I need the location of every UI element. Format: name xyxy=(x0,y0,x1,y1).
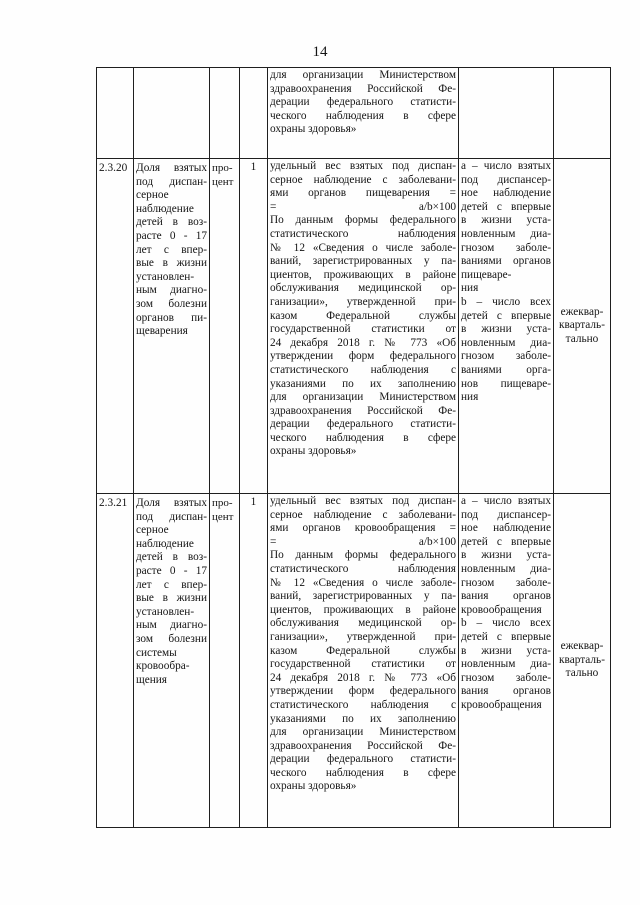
reporting-period-line: ежеквар- xyxy=(560,305,604,318)
indicator-name-line: детей в воз- xyxy=(136,216,207,229)
variables-description-line: ваниями органов xyxy=(461,255,551,268)
calculation-method-line: утверждении форм федерального xyxy=(270,350,456,363)
variables-description-line: новленным диа- xyxy=(461,336,551,349)
calculation-method-line: статистического наблюдения xyxy=(270,562,456,575)
variables-description-line: детей с впервые xyxy=(461,309,551,322)
variables-description-line: пищеваре- xyxy=(461,268,512,281)
calculation-method-line: циентов, проживающих в районе xyxy=(270,268,456,281)
indicator-name-line: наблюдение xyxy=(136,537,194,550)
indicator-name-line: Доля взятых xyxy=(136,497,207,509)
table-row xyxy=(97,159,611,494)
calculation-method-line: удельный вес взятых под диспан- xyxy=(270,495,456,507)
variables-description xyxy=(459,68,554,159)
variables-description-line: кровообращения xyxy=(461,603,542,616)
variables-description-line: вания органов xyxy=(461,590,551,603)
variables-description-line: a – число взятых xyxy=(461,495,551,507)
indicator-name xyxy=(134,68,210,159)
row-number xyxy=(97,68,134,159)
variables-description-line: ное наблюдение xyxy=(461,187,551,200)
target-value xyxy=(240,68,268,159)
unit-of-measure-line: про- xyxy=(212,497,233,509)
indicator-name-line: системы xyxy=(136,646,177,659)
calculation-method-line: дерации федерального статисти- xyxy=(270,96,456,109)
calculation-method-line: охраны здоровья» xyxy=(270,445,357,458)
calculation-method-line: дерации федерального статисти- xyxy=(270,753,456,766)
variables-description-line: новленным диа- xyxy=(461,227,551,240)
reporting-period xyxy=(554,68,611,159)
variables-description-line: гнозом заболе- xyxy=(461,241,551,254)
indicator-name-line: детей в воз- xyxy=(136,551,207,564)
unit-of-measure-line: цент xyxy=(212,175,234,188)
calculation-method-line: дерации федерального статисти- xyxy=(270,418,456,431)
indicator-name-line: лет с впер- xyxy=(136,578,207,591)
calculation-method-line: ваний, зарегистрированных у па- xyxy=(270,590,456,603)
variables-description-line: нов пищеваре- xyxy=(461,377,551,390)
calculation-method-line: ваний, зарегистрированных у па- xyxy=(270,255,456,268)
variables-description-line: гнозом заболе- xyxy=(461,350,551,363)
indicators-table xyxy=(96,67,611,828)
calculation-method-line: указаниями по их заполнению xyxy=(270,377,456,390)
variables-description-line: ния xyxy=(461,282,479,295)
indicator-name-line: вые в жизни xyxy=(136,257,207,270)
indicator-name-line: Доля взятых xyxy=(136,162,207,174)
variables-description-line: b – число всех xyxy=(461,295,551,308)
indicator-name xyxy=(134,494,210,828)
table-row xyxy=(97,68,611,159)
indicator-name-line: зом болезни xyxy=(136,297,207,310)
row-number: 2.3.21 xyxy=(97,494,134,828)
calculation-method-line: удельный вес взятых под диспан- xyxy=(270,160,456,172)
calculation-method-line: обслуживания медицинской ор- xyxy=(270,282,456,295)
calculation-method-line: государственной статистики от xyxy=(270,323,456,336)
variables-description-line: детей с впервые xyxy=(461,630,551,643)
row-number: 2.3.20 xyxy=(97,159,134,494)
indicator-name-line: установлен- xyxy=(136,270,195,283)
reporting-period-line: тально xyxy=(565,332,599,345)
calculation-method-line: казом Федеральной службы xyxy=(270,309,456,322)
unit-of-measure xyxy=(210,494,240,828)
variables-description-line: детей с впервые xyxy=(461,200,551,213)
calculation-method-line: ями органов кровообращения = xyxy=(270,522,456,535)
indicator-name-line: расте 0 - 17 xyxy=(136,229,207,242)
indicator-name-line: ным диагно- xyxy=(136,284,207,297)
variables-description xyxy=(459,494,554,828)
calculation-method-line: ческого наблюдения в сфере xyxy=(270,109,456,122)
unit-of-measure xyxy=(210,159,240,494)
calculation-method-line: = a/b×100 xyxy=(270,200,456,213)
calculation-method-line: утверждении форм федерального xyxy=(270,685,456,698)
calculation-method-line: ческого наблюдения в сфере xyxy=(270,431,456,444)
variables-description-line: вания органов xyxy=(461,685,551,698)
variables-description-line: ное наблюдение xyxy=(461,522,551,535)
variables-description-line: новленным диа- xyxy=(461,562,551,575)
calculation-method-line: ями органов пищеварения = xyxy=(270,187,456,200)
calculation-method-line: По данным формы федерального xyxy=(270,549,456,562)
calculation-method-line: статистического наблюдения с xyxy=(270,698,456,711)
variables-description-line: в жизни уста- xyxy=(461,644,551,657)
calculation-method-line: серное наблюдение с заболевани- xyxy=(270,173,456,186)
indicator-name-line: органов пи- xyxy=(136,311,207,324)
indicator-name-line: под диспан- xyxy=(136,510,207,523)
calculation-method-line: указаниями по их заполнению xyxy=(270,712,456,725)
calculation-method-line: По данным формы федерального xyxy=(270,214,456,227)
calculation-method-line: статистического наблюдения xyxy=(270,227,456,240)
reporting-period xyxy=(554,494,611,828)
calculation-method-line: государственной статистики от xyxy=(270,658,456,671)
variables-description-line: в жизни уста- xyxy=(461,214,551,227)
variables-description-line: ния xyxy=(461,391,479,404)
unit-of-measure-line: про- xyxy=(212,162,233,174)
calculation-method xyxy=(268,159,459,494)
variables-description-line: гнозом заболе- xyxy=(461,576,551,589)
variables-description-line: детей с впервые xyxy=(461,535,551,548)
indicator-name-line: ным диагно- xyxy=(136,619,207,632)
calculation-method-line: казом Федеральной службы xyxy=(270,644,456,657)
indicator-name-line: серное xyxy=(136,189,169,202)
calculation-method-line: 24 декабря 2018 г. № 773 «Об xyxy=(270,671,456,684)
variables-description-line: в жизни уста- xyxy=(461,549,551,562)
calculation-method-line: ческого наблюдения в сфере xyxy=(270,766,456,779)
indicator-name-line: зом болезни xyxy=(136,632,207,645)
calculation-method-line: здравоохранения Российской Фе- xyxy=(270,739,456,752)
calculation-method-line: охраны здоровья» xyxy=(270,123,357,136)
variables-description-line: гнозом заболе- xyxy=(461,671,551,684)
indicator-name-line: под диспан- xyxy=(136,175,207,188)
variables-description-line: под диспансер- xyxy=(461,508,551,521)
variables-description-line: в жизни уста- xyxy=(461,323,551,336)
reporting-period-line: тально xyxy=(565,667,599,680)
calculation-method-line: серное наблюдение с заболевани- xyxy=(270,508,456,521)
indicator-name xyxy=(134,159,210,494)
indicator-name-line: кровообра- xyxy=(136,660,190,673)
indicator-name-line: щеварения xyxy=(136,325,188,338)
calculation-method xyxy=(268,494,459,828)
variables-description-line: b – число всех xyxy=(461,617,551,630)
target-value: 1 xyxy=(240,494,268,828)
calculation-method-line: № 12 «Сведения о числе заболе- xyxy=(270,241,456,254)
calculation-method xyxy=(268,68,459,159)
variables-description-line: кровообращения xyxy=(461,698,542,711)
calculation-method-line: = a/b×100 xyxy=(270,535,456,548)
reporting-period-line: кварталь- xyxy=(559,319,605,332)
unit-of-measure xyxy=(210,68,240,159)
calculation-method-line: для организации Министерством xyxy=(270,391,456,404)
target-value: 1 xyxy=(240,159,268,494)
indicator-name-line: щения xyxy=(136,673,168,686)
variables-description-line: ваниями орга- xyxy=(461,363,551,376)
calculation-method-line: ганизации», утвержденной при- xyxy=(270,630,456,643)
page-number: 14 xyxy=(312,44,328,60)
calculation-method-line: для организации Министерством xyxy=(270,69,456,81)
indicator-name-line: вые в жизни xyxy=(136,592,207,605)
calculation-method-line: здравоохранения Российской Фе- xyxy=(270,404,456,417)
indicator-name-line: серное xyxy=(136,524,169,537)
reporting-period-line: ежеквар- xyxy=(560,640,604,653)
calculation-method-line: обслуживания медицинской ор- xyxy=(270,617,456,630)
indicator-name-line: расте 0 - 17 xyxy=(136,564,207,577)
calculation-method-line: ганизации», утвержденной при- xyxy=(270,295,456,308)
calculation-method-line: № 12 «Сведения о числе заболе- xyxy=(270,576,456,589)
calculation-method-line: статистического наблюдения с xyxy=(270,363,456,376)
reporting-period-line: кварталь- xyxy=(559,653,605,666)
variables-description-line: a – число взятых xyxy=(461,160,551,172)
variables-description xyxy=(459,159,554,494)
variables-description-line: новленным диа- xyxy=(461,658,551,671)
calculation-method-line: циентов, проживающих в районе xyxy=(270,603,456,616)
calculation-method-line: для организации Министерством xyxy=(270,726,456,739)
indicator-name-line: установлен- xyxy=(136,605,195,618)
reporting-period xyxy=(554,159,611,494)
indicator-name-line: лет с впер- xyxy=(136,243,207,256)
table-row xyxy=(97,494,611,828)
calculation-method-line: 24 декабря 2018 г. № 773 «Об xyxy=(270,336,456,349)
calculation-method-line: охраны здоровья» xyxy=(270,780,357,793)
calculation-method-line: здравоохранения Российской Фе- xyxy=(270,82,456,95)
unit-of-measure-line: цент xyxy=(212,510,234,523)
variables-description-line: под диспансер- xyxy=(461,173,551,186)
indicator-name-line: наблюдение xyxy=(136,202,194,215)
